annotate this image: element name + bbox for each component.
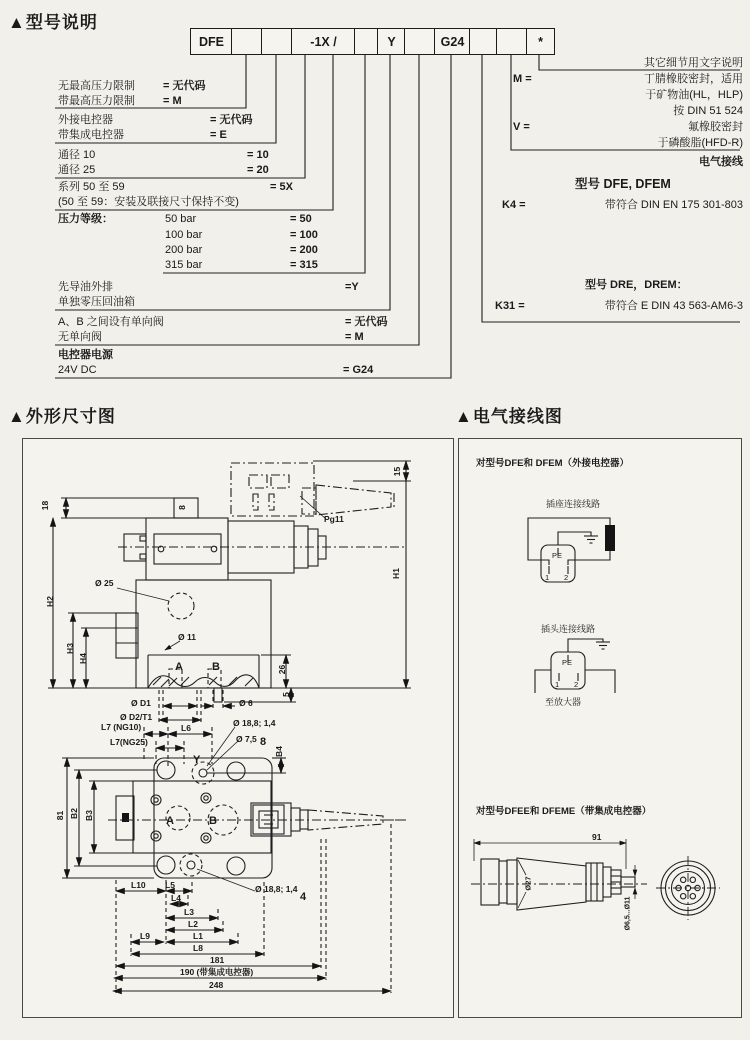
dim-label: H1 bbox=[390, 568, 401, 579]
pin2-label: 2 bbox=[564, 573, 569, 582]
code-box-limit bbox=[231, 28, 263, 55]
option-text: 带符合 DIN EN 175 301-803 bbox=[604, 199, 743, 211]
diagram-subtitle: 对型号DFE和 DFEM（外接电控器） bbox=[476, 458, 630, 469]
dim-label: 15 bbox=[392, 466, 403, 477]
option-code: = 20 bbox=[247, 164, 269, 176]
dim-label: L10 bbox=[131, 880, 146, 890]
option-code: = M bbox=[163, 95, 182, 107]
code-box-details bbox=[526, 28, 555, 55]
dim-label: Ø 6 bbox=[239, 698, 253, 708]
option-text: 其它细节用文字说明 bbox=[644, 57, 743, 69]
valve-dimension-drawing bbox=[23, 439, 453, 1017]
top-view-dimension-lines bbox=[62, 727, 391, 993]
option-label: 先导油外排 bbox=[58, 281, 113, 293]
option-code: =Y bbox=[345, 281, 359, 293]
pin2-label: 2 bbox=[574, 680, 579, 689]
dim-label: L9 bbox=[140, 931, 150, 941]
option-code: = 315 bbox=[290, 259, 318, 271]
port-label: Y bbox=[193, 754, 201, 766]
dim-label: Ø27 bbox=[523, 876, 533, 891]
option-label: 315 bar bbox=[165, 259, 203, 271]
code-box-series bbox=[291, 28, 356, 55]
option-label: 通径 25 bbox=[58, 164, 96, 176]
plug-circuit-label: 插头连接线路 bbox=[541, 624, 596, 634]
electrical-diagram-panel bbox=[458, 438, 742, 1018]
code-box-controller bbox=[261, 28, 293, 55]
option-heading: 型号 DRE，DREM： bbox=[585, 279, 688, 291]
option-code: = M bbox=[345, 331, 364, 343]
dim-label: B2 bbox=[68, 808, 79, 819]
option-text: 丁腈橡胶密封，适用 bbox=[644, 73, 743, 85]
option-label: 系列 50 至 59 bbox=[58, 181, 125, 193]
dim-label: 81 bbox=[55, 810, 66, 821]
dim-label: L3 bbox=[184, 907, 194, 917]
option-label: 100 bar bbox=[165, 229, 203, 241]
option-code: = 100 bbox=[290, 229, 318, 241]
option-label: 单独零压回油箱 bbox=[58, 296, 135, 308]
dim-label: Ø6,5...Ø11 bbox=[624, 896, 632, 931]
dim-label: 248 bbox=[209, 980, 224, 990]
pe-label: PE bbox=[552, 551, 563, 560]
socket-wiring-diagram bbox=[528, 518, 615, 582]
dim-label: Ø D2/T1 bbox=[120, 712, 153, 722]
option-code: = 5X bbox=[270, 181, 293, 193]
option-label: 无单向阀 bbox=[58, 331, 102, 343]
pin1-label: 1 bbox=[545, 573, 550, 582]
option-label: 50 bar bbox=[165, 213, 197, 225]
wiring-diagrams bbox=[459, 439, 741, 1017]
dim-label: Ø 11 bbox=[178, 632, 196, 642]
dim-label: L7 (NG10) bbox=[101, 722, 142, 732]
dim-label: Ø 7,5 bbox=[236, 734, 257, 744]
dim-label: 91 bbox=[592, 832, 602, 842]
code-box-label: Y bbox=[387, 34, 396, 49]
option-label: 24V DC bbox=[58, 364, 97, 376]
dim-label: 26 bbox=[277, 664, 288, 675]
dim-label: H4 bbox=[77, 653, 88, 664]
code-box-label: G24 bbox=[440, 34, 465, 49]
port-label: B bbox=[209, 815, 217, 827]
option-code: = 50 bbox=[290, 213, 312, 225]
dimension-drawing-panel bbox=[22, 438, 454, 1018]
dim-label: L2 bbox=[188, 919, 198, 929]
dim-label: Ø D1 bbox=[131, 698, 151, 708]
code-box-pressure bbox=[354, 28, 379, 55]
code-box-voltage bbox=[434, 28, 471, 55]
dimension-section-title: ▲外形尺寸图 bbox=[8, 407, 116, 426]
code-box-label: DFE bbox=[199, 34, 224, 49]
pin1-label: 1 bbox=[555, 680, 560, 689]
dim-label: 8 bbox=[260, 736, 267, 748]
dim-label: B4 bbox=[273, 746, 284, 757]
option-code: = 无代码 bbox=[345, 316, 388, 328]
integrated-connector-drawing bbox=[471, 839, 647, 910]
code-box-check bbox=[404, 28, 436, 55]
dim-label: 8 bbox=[176, 505, 187, 510]
option-text: 氟橡胶密封 bbox=[688, 121, 743, 133]
dim-label: Pg11 bbox=[324, 514, 344, 524]
model-section-title: ▲型号说明 bbox=[8, 13, 98, 32]
option-text: 于磷酸脂(HFD-R) bbox=[657, 137, 743, 149]
option-code: V = bbox=[513, 121, 530, 133]
option-label: 带集成电控器 bbox=[58, 129, 124, 141]
electrical-section-title: ▲电气接线图 bbox=[455, 407, 563, 426]
dim-label: L4 bbox=[171, 893, 181, 903]
code-box-seal bbox=[496, 28, 528, 55]
option-heading: 型号 DFE, DFEM bbox=[575, 177, 671, 191]
dim-label: H2 bbox=[44, 596, 55, 607]
dim-label: L8 bbox=[193, 943, 203, 953]
diagram-subtitle: 对型号DFEE和 DFEME（带集成电控器） bbox=[476, 806, 652, 817]
dim-label: 190 (带集成电控器) bbox=[180, 967, 254, 977]
option-label: 外接电控器 bbox=[58, 114, 113, 126]
code-box-label: -1X / bbox=[310, 34, 337, 49]
option-label: 无最高压力限制 bbox=[58, 80, 135, 92]
option-code: = 200 bbox=[290, 244, 318, 256]
dim-label: 181 bbox=[210, 955, 225, 965]
dim-label: L5 bbox=[165, 880, 175, 890]
option-code: = G24 bbox=[343, 364, 374, 376]
option-text: 按 DIN 51 524 bbox=[673, 105, 743, 117]
option-code: = E bbox=[210, 129, 227, 141]
option-code: M = bbox=[513, 73, 532, 85]
option-heading: 电气接线 bbox=[699, 156, 743, 168]
valve-side-view bbox=[116, 463, 405, 702]
option-code: = 无代码 bbox=[163, 80, 206, 92]
option-text: 带符合 E DIN 43 563-AM6-3 bbox=[604, 300, 743, 312]
dim-label: Ø 25 bbox=[95, 578, 114, 588]
dim-label: H3 bbox=[64, 643, 75, 654]
dim-label: L7(NG25) bbox=[110, 737, 148, 747]
option-label: 压力等级： bbox=[58, 213, 113, 225]
port-label: B bbox=[212, 661, 220, 673]
connector-face-view bbox=[656, 856, 720, 920]
option-label: 200 bar bbox=[165, 244, 203, 256]
code-box-type bbox=[190, 28, 233, 55]
pe-label: PE bbox=[562, 658, 573, 667]
port-label: A bbox=[166, 815, 174, 827]
option-code: = 无代码 bbox=[210, 114, 253, 126]
dim-label: L6 bbox=[181, 723, 191, 733]
option-label: 带最高压力限制 bbox=[58, 95, 135, 107]
code-box-drain bbox=[377, 28, 406, 55]
option-code: K31 = bbox=[495, 300, 525, 312]
dim-label: L1 bbox=[193, 931, 203, 941]
option-code: K4 = bbox=[502, 199, 526, 211]
dim-label: 5 bbox=[280, 692, 291, 697]
port-label: A bbox=[175, 661, 183, 673]
to-amplifier-label: 至放大器 bbox=[545, 697, 582, 707]
code-box-connector bbox=[469, 28, 498, 55]
dim-label: 4 bbox=[300, 891, 307, 903]
dim-label: Ø 18,8; 1,4 bbox=[233, 718, 276, 728]
option-code: = 10 bbox=[247, 149, 269, 161]
dim-label: 18 bbox=[40, 500, 51, 511]
code-box-label: * bbox=[538, 34, 543, 49]
option-label: (50 至 59：安装及联接尺寸保持不变) bbox=[58, 196, 239, 208]
dim-label: B3 bbox=[83, 810, 94, 821]
dim-label: Ø 18,8; 1,4 bbox=[255, 884, 298, 894]
socket-circuit-label: 插座连接线路 bbox=[546, 499, 601, 509]
option-label: 电控器电源 bbox=[58, 349, 113, 361]
option-label: A、B 之间设有单向阀 bbox=[58, 316, 164, 328]
option-text: 于矿物油(HL，HLP) bbox=[645, 89, 743, 101]
option-label: 通径 10 bbox=[58, 149, 96, 161]
